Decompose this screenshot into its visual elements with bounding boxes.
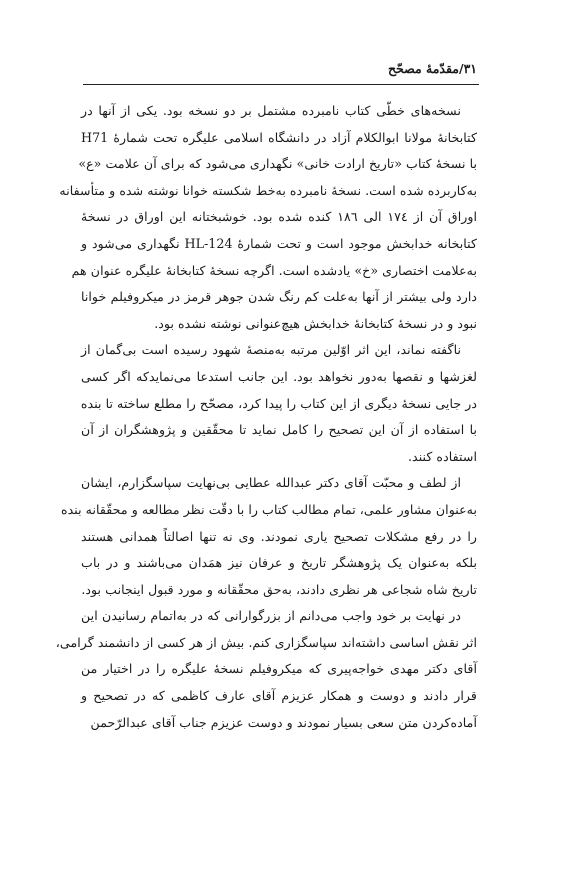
- text-line: نبود و در نسخهٔ کتابخانهٔ خدابخش هیچ‌عنوانی نوشته نشده بود.: [154, 315, 477, 331]
- text-line: نسخه‌های خطّی کتاب نامبرده مشتمل بر دو نسخه بود. یکی از آنها در: [81, 103, 461, 118]
- text-line: تاریخ شاه شجاعی هر نظری دادند، به‌حق محقّقانه و مورد قبول اینجانب بود.: [81, 581, 477, 597]
- text-line: قرار دادند و دوست و همکار عزیزم آقای عارف کاظمی که در تصحیح و: [81, 688, 477, 704]
- text-line: لغزشها و نقصها به‌دور نخواهد بود. این جانب استدعا می‌نمایدکه اگر کسی: [81, 368, 477, 384]
- text-line: کتابخانه خدابخش موجود است و تحت شمارهٔ HL-124 نگهداری می‌شود و: [81, 235, 478, 251]
- text-line: اوراق آن از ۱۷٤ الی ۱۸٦ کنده شده بود. خوشبختانه این اوراق در نسخهٔ: [81, 209, 477, 225]
- text-line: به‌کاربرده شده است. نسخهٔ نامبرده به‌خط شکسته خوانا نوشته شده و متأسفانه: [59, 182, 477, 198]
- text-line: ناگفته نماند، این اثر اوّلین مرتبه به‌منصهٔ شهود رسیده است بی‌گمان از: [81, 342, 461, 358]
- paragraph: [59, 98, 478, 337]
- text-line: بلکه به‌عنوان یک پژوهشگر تاریخ و عرفان نیز همَدان می‌باشند و در باب: [81, 555, 477, 571]
- text-line: در جایی نسخهٔ دیگری از این کتاب را پیدا کرد، مصحّح را مطلع ساخته تا بنده: [80, 395, 477, 411]
- paragraph: [81, 337, 477, 470]
- text-line: با نسخهٔ کتاب «تاریخ ارادت خانی» نگهداری می‌شود که برای آن علامت «ع»: [78, 156, 477, 172]
- text-line: با استفاده از آن این تصحیح را کامل نماید تا محقّقین و پژوهشگران از آن: [81, 422, 477, 438]
- text-line: اثر نقش اساسی داشته‌اند سپاسگزاری کنم. بیش از هر کسی از دانشمند گرامی،: [55, 634, 477, 650]
- text-line: از لطف و محبّت آقای دکتر عبدالله عطایی بی‌نهایت سپاسگزارم، ایشان: [81, 475, 461, 491]
- text-line: دارد ولی بیشتر از آنها به‌علت کم رنگ شدن جوهر قرمز در میکروفیلم خوانا: [81, 289, 477, 305]
- body-text: [55, 98, 478, 736]
- text-line: آقای دکتر مهدی خواجه‌پیری که میکروفیلم نسخهٔ علیگره را در اختیار من: [81, 661, 477, 677]
- text-line: کتابخانهٔ مولانا ابوالکلام آزاد در دانشگاه اسلامی علیگره تحت شمارهٔ H71: [81, 129, 477, 145]
- text-line: به‌علامت اختصاری «خ» یادشده است. اگرچه نسخهٔ کتابخانهٔ علیگره عنوان هم: [71, 262, 477, 278]
- text-line: استفاده کنند.: [408, 448, 477, 464]
- header-rule: [83, 84, 479, 85]
- text-line: را در رفع مشکلات تصحیح یاری نمودند. وی نه تنها اصالتاً همدانی هستند: [81, 528, 477, 544]
- running-head: ۳۱/مقدّمهٔ مصحّح: [387, 61, 477, 76]
- paragraph: [60, 470, 477, 603]
- text-line: به‌عنوان مشاور علمی، تمام مطالب کتاب را با دقّت نظر مطالعه و محقّقانه بنده: [60, 501, 477, 517]
- paragraph: [55, 603, 477, 736]
- text-line: در نهایت بر خود واجب می‌دانم از بزرگوارانی که در به‌اتمام رسانیدن این: [81, 608, 461, 624]
- text-line: آماده‌کردن متن سعی بسیار نمودند و دوست عزیزم جناب آقای عبدالرّحمن: [90, 714, 477, 730]
